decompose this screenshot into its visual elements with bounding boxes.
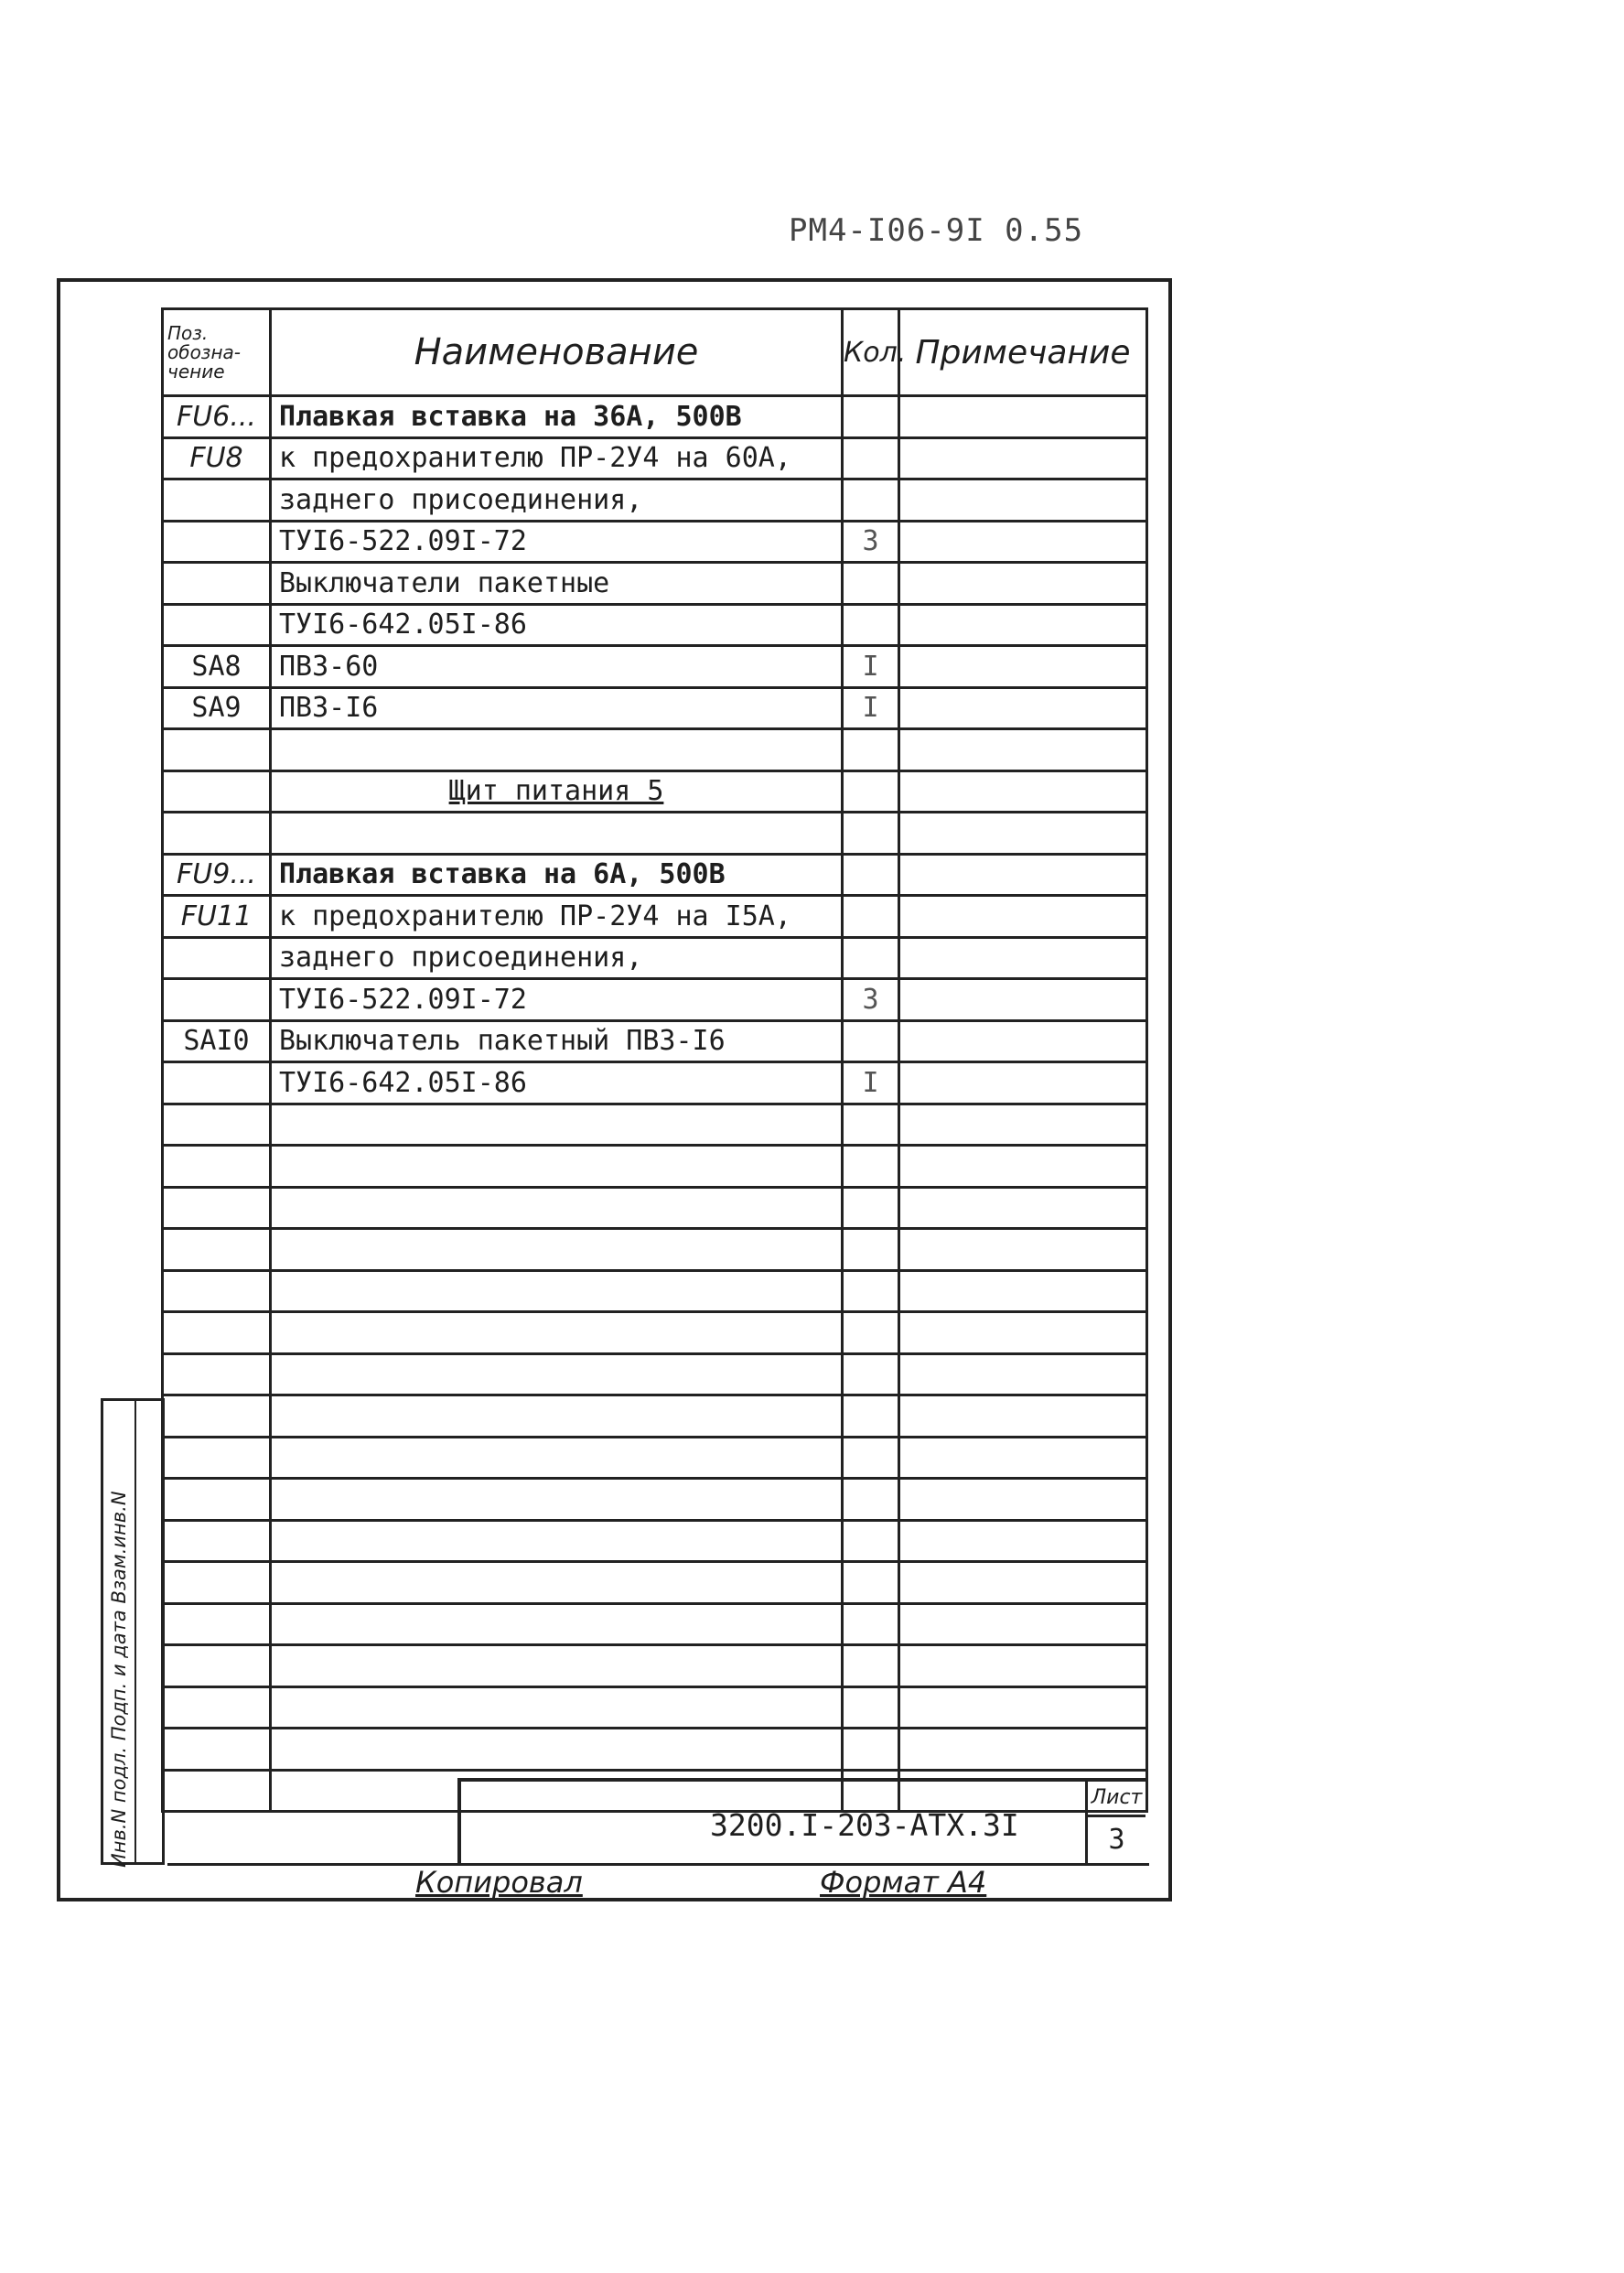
row-position [163,1686,271,1729]
row-quantity: I [843,1062,899,1104]
row-note [899,1104,1147,1146]
row-name: к предохранителю ПР-2У4 на 60А, [271,437,843,479]
row-quantity [843,1479,899,1521]
row-position [163,1353,271,1395]
row-quantity [843,1395,899,1438]
row-quantity [843,1020,899,1062]
table-row [163,1395,1147,1438]
row-quantity [843,1603,899,1645]
title-block [457,1778,1145,1864]
row-name: Плавкая вставка на 36А, 500В [271,396,843,438]
row-quantity [843,1520,899,1562]
table-row [163,896,1147,938]
side-stamp-label: Инв.N подл. Подп. и дата Взам.инв.N [108,1491,130,1868]
row-name [271,1146,843,1188]
row-note [899,396,1147,438]
row-position: SAI0 [163,1020,271,1062]
row-position: SA9 [163,687,271,729]
table-row [163,1104,1147,1146]
row-quantity [843,854,899,896]
table-row [163,563,1147,605]
table-row [163,1229,1147,1271]
sheet-label: Лист [1088,1782,1145,1817]
row-position [163,1312,271,1354]
row-name: ТУI6-642.05I-86 [271,1062,843,1104]
row-quantity [843,937,899,979]
row-note [899,1146,1147,1188]
table-row [163,1270,1147,1312]
table-row [163,687,1147,729]
row-quantity [843,1729,899,1771]
row-name [271,1562,843,1604]
row-position [163,1270,271,1312]
row-name [271,1729,843,1771]
row-note [899,646,1147,688]
row-name [271,1686,843,1729]
row-quantity [843,396,899,438]
sheet-box [1085,1782,1145,1864]
row-position [163,1479,271,1521]
row-position: SA8 [163,646,271,688]
row-note [899,479,1147,522]
table-row [163,1187,1147,1229]
row-quantity [843,1187,899,1229]
row-note [899,1187,1147,1229]
copied-by-label: Копировал [415,1865,583,1900]
row-note [899,687,1147,729]
row-quantity [843,563,899,605]
row-name: ТУI6-642.05I-86 [271,604,843,646]
row-name [271,1603,843,1645]
row-note [899,896,1147,938]
row-position [163,770,271,813]
row-position: FU8 [163,437,271,479]
row-note [899,1437,1147,1479]
row-position [163,1146,271,1188]
header-quantity: Кол. [843,309,899,396]
row-note [899,604,1147,646]
row-name: ПВЗ-I6 [271,687,843,729]
row-position [163,1062,271,1104]
row-position [163,1187,271,1229]
row-note [899,1520,1147,1562]
row-name [271,1645,843,1687]
row-quantity [843,437,899,479]
row-quantity [843,1437,899,1479]
row-quantity [843,729,899,771]
row-note [899,437,1147,479]
row-name: Выключатель пакетный ПВЗ-I6 [271,1020,843,1062]
sheet-number: 3 [1108,1824,1125,1856]
row-note [899,1062,1147,1104]
row-name [271,1520,843,1562]
row-name: Плавкая вставка на 6А, 500В [271,854,843,896]
row-position [163,729,271,771]
specification-table [161,307,1148,1813]
table-header-row [163,309,1147,396]
row-position [163,1229,271,1271]
header-position: Поз. обозна- чение [163,309,271,396]
document-code: РМ4-I06-9I 0.55 [789,212,1084,249]
row-name: ТУI6-522.09I-72 [271,979,843,1021]
table-row [163,1645,1147,1687]
row-position: FU9... [163,854,271,896]
row-note [899,521,1147,563]
row-position [163,1437,271,1479]
table-row [163,521,1147,563]
row-quantity [843,1312,899,1354]
row-note [899,1729,1147,1771]
row-note [899,937,1147,979]
table-row [163,1353,1147,1395]
row-note [899,563,1147,605]
row-position: FU6... [163,396,271,438]
row-note [899,979,1147,1021]
table-row [163,1562,1147,1604]
frame-bottom-line [167,1863,1149,1866]
row-position [163,1520,271,1562]
row-quantity [843,604,899,646]
table-row [163,1020,1147,1062]
row-note [899,1603,1147,1645]
table-row [163,1686,1147,1729]
table-row [163,729,1147,771]
header-name: Наименование [271,309,843,396]
table-row [163,937,1147,979]
row-position [163,1645,271,1687]
row-name [271,813,843,855]
row-name: Выключатели пакетные [271,563,843,605]
row-quantity: 3 [843,979,899,1021]
row-note [899,1353,1147,1395]
table-row [163,396,1147,438]
row-position [163,979,271,1021]
format-label: Формат А4 [820,1865,987,1900]
table-row [163,770,1147,813]
row-name [271,1395,843,1438]
row-position [163,813,271,855]
row-position [163,1729,271,1771]
row-note [899,1479,1147,1521]
table-row [163,1729,1147,1771]
row-quantity [843,1353,899,1395]
row-position [163,521,271,563]
row-quantity: 3 [843,521,899,563]
row-position [163,604,271,646]
table-row [163,979,1147,1021]
table-row [163,813,1147,855]
row-position [163,937,271,979]
row-position [163,1770,271,1812]
row-note [899,729,1147,771]
row-name [271,1479,843,1521]
row-quantity [843,1104,899,1146]
row-name [271,1312,843,1354]
row-name [271,1437,843,1479]
table-row [163,479,1147,522]
row-name [271,729,843,771]
row-quantity [843,1686,899,1729]
row-quantity [843,1270,899,1312]
row-note [899,1562,1147,1604]
table-row [163,604,1147,646]
row-position [163,1395,271,1438]
side-stamp [101,1398,165,1868]
row-name [271,1270,843,1312]
table-row [163,854,1147,896]
row-name: Щит питания 5 [271,770,843,813]
row-name: ТУI6-522.09I-72 [271,521,843,563]
row-note [899,1020,1147,1062]
drawing-code: 3200.I-203-АТХ.3I [710,1807,1019,1843]
table-row [163,1520,1147,1562]
row-position [163,479,271,522]
table-row [163,1146,1147,1188]
row-name [271,1104,843,1146]
row-quantity [843,1146,899,1188]
row-position [163,563,271,605]
table-row [163,646,1147,688]
row-quantity [843,1562,899,1604]
row-quantity: I [843,646,899,688]
row-note [899,813,1147,855]
table-row [163,1603,1147,1645]
row-position [163,1104,271,1146]
row-position [163,1562,271,1604]
row-note [899,1229,1147,1271]
table-row [163,437,1147,479]
row-quantity: I [843,687,899,729]
row-note [899,1270,1147,1312]
row-note [899,1645,1147,1687]
row-quantity [843,1229,899,1271]
row-name [271,1353,843,1395]
row-name: заднего присоединения, [271,937,843,979]
row-quantity [843,1645,899,1687]
row-quantity [843,813,899,855]
row-name [271,1187,843,1229]
row-name: ПВЗ-60 [271,646,843,688]
row-quantity [843,896,899,938]
row-name: к предохранителю ПР-2У4 на I5А, [271,896,843,938]
header-note: Примечание [899,309,1147,396]
row-position [163,1603,271,1645]
row-note [899,770,1147,813]
table-body [163,396,1147,1812]
row-note [899,1686,1147,1729]
row-quantity [843,479,899,522]
row-note [899,854,1147,896]
row-note [899,1395,1147,1438]
row-quantity [843,770,899,813]
table-row [163,1062,1147,1104]
row-position: FU11 [163,896,271,938]
table-row [163,1312,1147,1354]
row-name [271,1229,843,1271]
row-name: заднего присоединения, [271,479,843,522]
table-row [163,1437,1147,1479]
row-note [899,1312,1147,1354]
table-row [163,1479,1147,1521]
